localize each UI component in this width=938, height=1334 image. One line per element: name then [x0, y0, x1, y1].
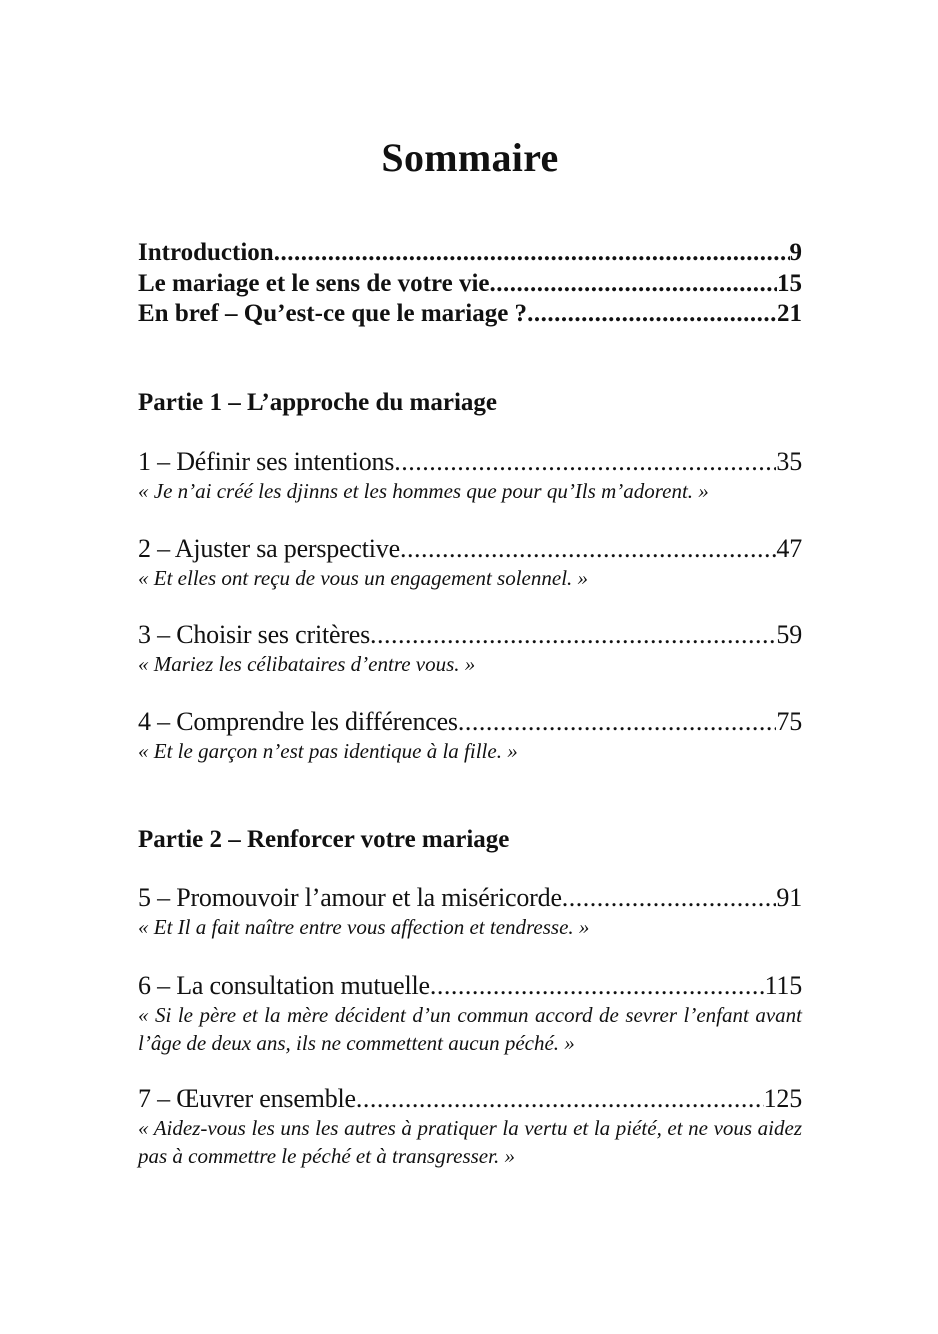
chapter-2: [138, 534, 802, 592]
chapter-page-number: 59: [776, 620, 802, 649]
dot-leader: [458, 707, 777, 737]
chapter-epigraph: « Aidez-vous les uns les autres à pratiquer la vertu et la piété, et ne vous aidez pas à commettre le péché et à transgresser. »: [138, 1116, 802, 1168]
toc-entry-introduction[interactable]: [138, 238, 802, 269]
chapter-epigraph: « Mariez les célibataires d’entre vous. »: [138, 652, 476, 676]
dot-leader: [490, 269, 777, 300]
chapter-epigraph: « Et Il a fait naître entre vous affection et tendresse. »: [138, 915, 590, 939]
chapter-title: 1 – Définir ses intentions: [138, 447, 395, 476]
dot-leader: [430, 971, 765, 1001]
chapter-3: [138, 620, 802, 678]
chapter-5: [138, 883, 802, 941]
chapter-title: 2 – Ajuster sa perspective: [138, 534, 400, 563]
chapter-page-number: 91: [776, 883, 802, 912]
toc-entry-chapter-2[interactable]: [138, 534, 802, 564]
dot-leader: [394, 447, 776, 477]
chapter-page-number: 115: [764, 971, 802, 1000]
front-matter-list: [138, 238, 802, 330]
toc-entry-label: En bref – Qu’est-ce que le mariage ?: [138, 300, 528, 327]
toc-entry-page-number: 9: [789, 239, 802, 266]
part-1-heading: Partie 1 – L’approche du mariage: [138, 389, 498, 416]
toc-entry-chapter-7[interactable]: [138, 1084, 802, 1114]
chapter-epigraph: « Et elles ont reçu de vous un engagement solennel. »: [138, 566, 589, 590]
dot-leader: [527, 299, 777, 330]
dot-leader: [274, 238, 790, 269]
toc-entry-page-number: 21: [777, 300, 802, 327]
toc-entry-chapter-5[interactable]: [138, 883, 802, 913]
chapter-title: 5 – Promouvoir l’amour et la miséricorde: [138, 883, 562, 912]
page-title: Sommaire: [381, 135, 559, 180]
chapter-title: 7 – Œuvrer ensemble: [138, 1084, 356, 1113]
chapter-page-number: 125: [763, 1084, 802, 1113]
chapter-6: [138, 971, 802, 1057]
dot-leader: [356, 1084, 764, 1114]
toc-entry-chapter-6[interactable]: [138, 971, 802, 1001]
chapter-epigraph: « Je n’ai créé les djinns et les hommes que pour qu’Ils m’adorent. »: [138, 479, 709, 503]
toc-entry-label: Introduction: [138, 239, 274, 266]
toc-entry-chapter-4[interactable]: [138, 707, 802, 737]
dot-leader: [370, 620, 776, 650]
chapter-page-number: 47: [776, 534, 802, 563]
chapter-1: [138, 447, 802, 505]
chapter-epigraph: « Et le garçon n’est pas identique à la fille. »: [138, 739, 518, 763]
chapter-7: [138, 1084, 802, 1170]
chapter-epigraph: « Si le père et la mère décident d’un commun accord de sevrer l’enfant avant l’âge de deux ans, ils ne commettent aucun péché. »: [138, 1003, 802, 1055]
chapter-page-number: 75: [776, 707, 802, 736]
dot-leader: [400, 534, 776, 564]
toc-entry-chapter-1[interactable]: [138, 447, 802, 477]
toc-entry-chapter-3[interactable]: [138, 620, 802, 650]
dot-leader: [562, 883, 777, 913]
toc-entry-page-number: 15: [777, 269, 802, 297]
toc-entry-label: Le mariage et le sens de votre vie: [138, 269, 490, 297]
chapter-title: 3 – Choisir ses critères: [138, 620, 371, 649]
chapter-page-number: 35: [776, 447, 802, 476]
toc-entry-le-mariage-et-le-sens[interactable]: [138, 269, 802, 300]
chapter-title: 6 – La consultation mutuelle: [138, 971, 430, 1000]
chapter-4: [138, 707, 802, 765]
part-2-heading: Partie 2 – Renforcer votre mariage: [138, 826, 510, 853]
chapter-title: 4 – Comprendre les différences: [138, 707, 458, 736]
toc-entry-en-bref[interactable]: [138, 299, 802, 330]
